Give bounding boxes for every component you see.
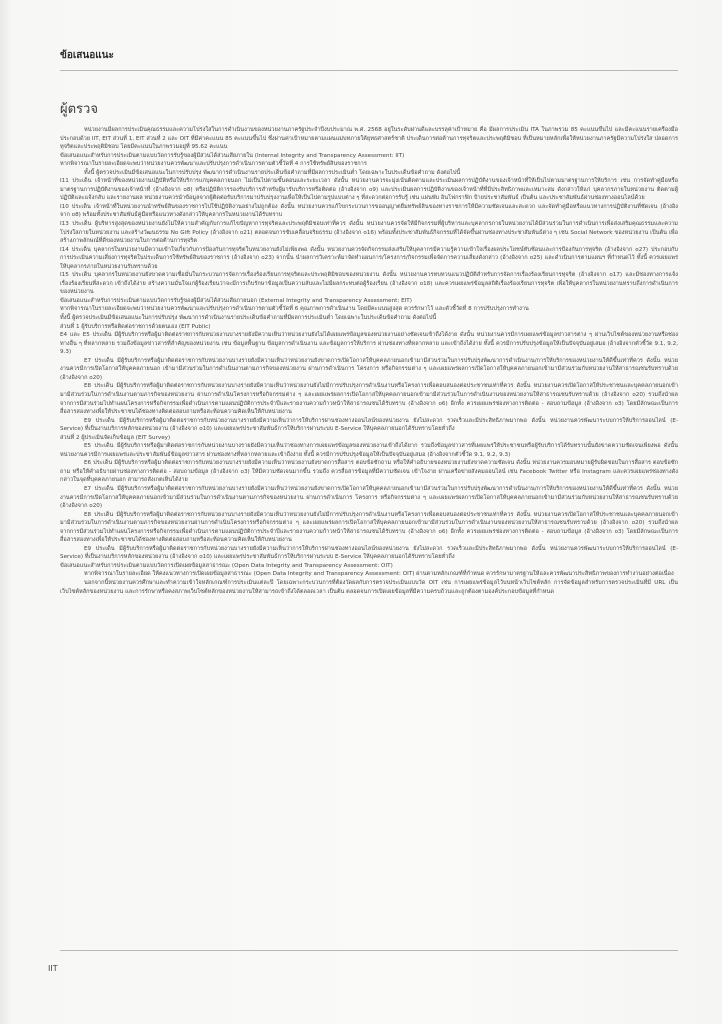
body-paragraph: E8 ประเด็น มีผู้รับบริการหรือผู้มาติดต่อราชการกับหน่วยงานบางรายยังมีความเห็นว่าหน่วยงานยังไม่มีการปรับปรุงการดำเนินงานหรือโครงการเพื่อตอบสนองต่อประชาชนเท่าที่ควร ดังนั้น หน่วยงานควรเปิดโอกาสให้ประชาชนและบุคคลภายนอกเข้ามามีส่วนร่วมในการดำเนินงานตามภารกิจของหน่วยงาน ผ่านการดำเนินโครงการหรือกิจกรรมต่าง ๆ และเผยแพร่ผลการเปิดโอกาสให้บุคคลภายนอกเข้ามามีส่วนร่วมในการดำเนินงานของหน่วยงานให้สาธารณชนรับทราบด้วย (อ้างอิงจาก o20) รวมถึงนำผลจากการมีส่วนร่วมไปทำแผนโครงการหรือกิจกรรมเพื่อดำเนินการตามแผนปฏิบัติการประจำปีและรายงานความก้าวหน้าให้สาธารณชนได้รับทราบ (อ้างอิงจาก o6) อีกทั้ง ควรเผยแพร่ช่องทางการติดต่อ - สอบถามข้อมูล (อ้างอิงจาก o3) โดยมีลักษณะเป็นการสื่อสารสองทางเพื่อให้ประชาชนได้ช่องทางติดต่อสอบถามหรือสะท้อนความคิดเห็นให้กับหน่วยงาน (60, 383, 678, 416)
body-paragraph: I13 ประเด็น ผู้บริหารสูงสุดของหน่วยงานยังไม่ให้ความสำคัญกับการแก้ไขปัญหาการทุจริตและประพฤติมิชอบเท่าที่ควร ดังนั้น หน่วยงานควรจัดให้มีกิจกรรมที่ผู้บริหารและบุคลากรภายในหน่วยงานได้มีส่วนร่วมในการดำเนินการเพื่อส่งเสริมคุณธรรมและความโปร่งใสภายในหน่วยงาน และสร้างวัฒนธรรม No Gift Policy (อ้างอิงจาก o21) ตลอดจนการขับเคลื่อนจริยธรรม (อ้างอิงจาก o16) พร้อมทั้งประชาสัมพันธ์กิจกรรมที่ได้จัดขึ้นผ่านช่องทางประชาสัมพันธ์ต่าง ๆ เช่น Social Network ของหน่วยงาน เป็นต้น เพื่อสร้างภาพลักษณ์ที่ดีของหน่วยงานในการต่อต้านการทุจริต (60, 221, 678, 245)
body-paragraph: ข้อเสนอแนะสำหรับการประเมินตามแบบวัดการรับรู้ของผู้มีส่วนได้ส่วนเสียภายนอก (External Integrity and Transparency Assessment: EIT) (60, 297, 412, 304)
body-paragraph: E7 ประเด็น มีผู้รับบริการหรือผู้มาติดต่อราชการกับหน่วยงานบางรายยังมีความเห็นว่าหน่วยงานยังขาดการเปิดโอกาสให้บุคคลภายนอกเข้ามามีส่วนร่วมในการปรับปรุงพัฒนาการดำเนินงาน/การให้บริการของหน่วยงานให้ดีขึ้นเท่าที่ควร ดังนั้น หน่วยงานควรมีการเปิดโอกาสให้บุคคลภายนอก เข้ามามีส่วนร่วมในการดำเนินงานตามภารกิจของหน่วยงาน ผ่านการดำเนินการ โครงการ หรือกิจกรรมต่าง ๆ และเผยแพร่ผลการเปิดโอกาสให้บุคคลภายนอกเข้ามามีส่วนร่วมกับหน่วยงานให้สาธารณชนรับทราบด้วย (อ้างอิงจาก o20) (60, 357, 678, 381)
body-paragraph: I10 ประเด็น เจ้าหน้าที่ในหน่วยงานนำทรัพย์สินของราชการไปใช้ปฏิบัติงานอย่างไม่ถูกต้อง ดังนั้น หน่วยงานควรแก้ไขกระบวนการขออนุญาตยืมทรัพย์สินของทางราชการให้มีความชัดเจนและสะดวก และจัดทำคู่มือหรือแนวทางการปฏิบัติงานที่ชัดเจน (อ้างอิงจาก o8) พร้อมทั้งประชาสัมพันธ์คู่มือหรือแนวทางดังกล่าวให้บุคลากรในหน่วยงานได้รับทราบ (60, 203, 678, 219)
body-paragraph: E5 ประเด็น มีผู้รับบริการหรือผู้มาติดต่อราชการกับหน่วยงานบางรายยังมีความเห็นว่าช่องทางการเผยแพร่ข้อมูลของหน่วยงานเข้าถึงได้ยาก รวมถึงข้อมูลข่าวสารที่เผยแพร่ให้ประชาชนหรือผู้รับบริการได้รับทราบนั้นยังขาดความชัดเจนเพียงพอ ดังนั้น หน่วยงานควรมีการเผยแพร่และประชาสัมพันธ์ข้อมูลข่าวสาร ผ่านช่องทางที่หลากหลายและเข้าถึงง่าย ทั้งนี้ ควรมีการปรับปรุงข้อมูลให้เป็นปัจจุบันอยู่เสมอ (อ้างอิงจากตัวชี้วัด 9.1, 9.2, 9.3) (60, 443, 678, 458)
recommendation-body (60, 126, 678, 916)
body-paragraph: นอกจากนี้หน่วยงานควรศึกษาและทำความเข้าใจหลักเกณฑ์การประเมินแต่ละปี โดยเฉพาะกระบวนการที่ต้องวัดผลกับการตรวจประเมินแบบวัด OIT เช่น การเผยแพร่ข้อมูลไว้บนหน้าเว็บไซต์หลัก การจัดข้อมูลสำหรับการตรวจประเมินที่มี URL เป็นเว็บไซต์หลักของหน่วยงาน และการรักษาหรือคงสภาพเว็บไซต์หลักของหน่วยงานให้สามารถเข้าถึงได้ตลอดเวลา เป็นต้น ตลอดจนการเปิดเผยข้อมูลที่มีความครบถ้วนและถูกต้องตามองค์ประกอบข้อมูลที่กำหนด (60, 579, 678, 595)
body-paragraph: E4 และ E5 ประเด็น มีผู้รับบริการหรือผู้มาติดต่อราชการกับหน่วยงานบางรายยังมีความเห็นว่าหน่วยงานยังไม่ได้เผยแพร่ข้อมูลของหน่วยงานอย่างชัดเจนเข้าถึงได้ง่าย ดังนั้น หน่วยงานควรมีการเผยแพร่ข้อมูลข่าวสารต่าง ๆ ผ่านเว็บไซต์ของหน่วยงานหรือช่องทางอื่น ๆ ที่หลากหลาย รวมถึงข้อมูลข่าวสารที่สำคัญของหน่วยงาน เช่น ข้อมูลพื้นฐาน ข้อมูลการดำเนินงาน และข้อมูลการให้บริการ ผ่านช่องทางที่หลากหลาย และเข้าถึงได้ง่าย ทั้งนี้ ควรมีการปรับปรุงข้อมูลให้เป็นปัจจุบันอยู่เสมอ (อ้างอิงจากตัวชี้วัด 9.1, 9.2, 9.3) (60, 332, 678, 356)
body-paragraph: ข้อเสนอแนะสำหรับการประเมินตามแบบวัดการรับรู้ของผู้มีส่วนได้ส่วนเสียภายใน (Internal Integrity and Transparency Assessment: IIT) (60, 152, 405, 159)
body-paragraph: I15 ประเด็น บุคลากรในหน่วยงานยังขาดความเชื่อมั่นในกระบวนการจัดการเรื่องร้องเรียนการทุจริตและประพฤติมิชอบของหน่วยงาน ดังนั้น หน่วยงานควรทบทวนแนวปฏิบัติสำหรับการจัดการเรื่องร้องเรียนการทุจริต (อ้างอิงจาก o17) และมีช่องทางการแจ้งเรื่องร้องเรียนที่สะดวก เข้าถึงได้ง่าย สร้างความมั่นใจแก่ผู้ร้องเรียนว่าจะมีการเก็บรักษาข้อมูลเป็นความลับและไม่มีผลกระทบต่อผู้ร้องเรียน (อ้างอิงจาก o18) และควรเผยแพร่ข้อมูลสถิติเรื่องร้องเรียนการทุจริต เพื่อให้บุคลากรในหน่วยงานทราบถึงการดำเนินการของหน่วยงาน (60, 272, 678, 296)
footer-label: IIT (48, 964, 58, 973)
body-paragraph: หากพิจารณาในรายละเอียดจะพบว่าหน่วยงานควรพัฒนาและปรับปรุงการดำเนินการตามตัวชี้วัดที่ 4 การใช้ทรัพย์สินของราชการ (60, 161, 367, 168)
body-paragraph: E9 ประเด็น มีผู้รับบริการหรือผู้มาติดต่อราชการกับหน่วยงานบางรายยังมีความเห็นว่าการให้บริการผ่านช่องทางออนไลน์ของหน่วยงาน ยังไม่สะดวก รวดเร็วและมีประสิทธิภาพมากพอ ดังนั้น หน่วยงานควรพัฒนาระบบการให้บริการออนไลน์ (E-Service) ที่เป็นงานบริการหลักของหน่วยงาน (อ้างอิงจาก o10) และเผยแพร่ประชาสัมพันธ์การให้บริการผ่านระบบ E-Service ให้บุคคลภายนอกได้รับทราบโดยทั่วถึง (60, 417, 678, 433)
body-paragraph: หากพิจารณาในรายละเอียดจะพบว่าหน่วยงานควรพัฒนาและปรับปรุงการดำเนินการตามตัวชี้วัดที่ 6 คุณภาพการดำเนินงาน โดยมีคะแนนสูงสุด ควรรักษาไว้ และตัวชี้วัดที่ 8 การปรับปรุงการทำงาน (60, 306, 529, 313)
body-paragraph: หากพิจารณาในรายละเอียด ให้คงแนวทางการเปิดเผยข้อมูลสาธารณะ (Open Data Integrity and Transparency Assessment: OIT) ผ่านตามหลักเกณฑ์ที่กำหนด ควรรักษามาตรฐานให้และควรพัฒนาประสิทธิภาพของการทำงานอย่างต่อเนื่อง (84, 571, 674, 578)
body-paragraph: ทั้งนี้ ผู้ตรวจประเมินมีข้อเสนอแนะในการปรับปรุง พัฒนาการดำเนินงานรายประเด็นข้อคำถามที่มีผลการประเมินต่ำ โดยเฉพาะในประเด็นข้อคำถาม ดังต่อไปนี้ (84, 169, 461, 176)
bottom-divider (60, 950, 678, 951)
reviewer-heading: ผู้ตรวจ (60, 102, 98, 117)
body-paragraph: E7 ประเด็น มีผู้รับบริการหรือผู้มาติดต่อราชการกับหน่วยงานบางรายยังมีความเห็นว่าหน่วยงานยังขาดการเปิดโอกาสให้บุคคลภายนอกเข้ามามีส่วนร่วมในการปรับปรุงพัฒนาการดำเนินงาน/การให้บริการของหน่วยงานให้ดีขึ้นเท่าที่ควร ดังนั้น หน่วยงานควรมีการเปิดโอกาสให้บุคคลภายนอกเข้ามามีส่วนร่วมในการดำเนินงานตามภารกิจของหน่วยงาน ผ่านการดำเนินการ โครงการ หรือกิจกรรมต่าง ๆ และเผยแพร่ผลการเปิดโอกาสให้บุคคลภายนอกเข้ามามีส่วนร่วมกับหน่วยงานให้สาธารณชนรับทราบด้วย (อ้างอิงจาก o20) (60, 485, 678, 510)
section-title: ข้อเสนอแนะ (60, 50, 114, 61)
body-paragraph: E8 ประเด็น มีผู้รับบริการหรือผู้มาติดต่อราชการกับหน่วยงานบางรายยังมีความเห็นว่าหน่วยงานยังไม่มีการปรับปรุงการดำเนินงานหรือโครงการเพื่อตอบสนองต่อประชาชนเท่าที่ควร ดังนั้น หน่วยงานควรเปิดโอกาสให้ประชาชนและบุคคลภายนอกเข้ามามีส่วนร่วมในการดำเนินงานตามภารกิจของหน่วยงานผ่านการดำเนินโครงการหรือกิจกรรมต่าง ๆ และเผยแพร่ผลการเปิดโอกาสให้บุคคลภายนอกเข้ามามีส่วนร่วมในการดำเนินงานของหน่วยงานให้สาธารณชนรับทราบด้วย (อ้างอิงจาก o20) รวมถึงนำผลจากการมีส่วนร่วมไปทำแผนโครงการหรือกิจกรรมเพื่อดำเนินการตามแผนปฏิบัติการประจำปีและรายงานความก้าวหน้าให้สาธารณชนได้รับทราบ (อ้างอิงจาก o6) อีกทั้ง ควรเผยแพร่ช่องทางการติดต่อ - สอบถามข้อมูล (อ้างอิงจาก o3) โดยมีลักษณะเป็นการสื่อสารสองทางเพื่อให้ประชาชนได้ช่องทางติดต่อสอบถามหรือสะท้อนความคิดเห็นให้กับหน่วยงาน (60, 511, 678, 544)
body-paragraph: หน่วยงานมีผลการประเมินคุณธรรมและความโปร่งใสในการดำเนินงานของหน่วยงานภาครัฐประจำปีงบประมาณ พ.ศ. 2568 อยู่ในระดับผ่านดีและบรรลุค่าเป้าหมาย คือ มีผลการประเมิน ITA ในภาพรวม 85 คะแนนขึ้นไป และมีคะแนนรายเครื่องมือประกอบด้วย IIT, EIT ส่วนที่ 1, EIT ส่วนที่ 2 และ OIT ที่มีค่าคะแนน 85 คะแนนขึ้นไป ซึ่งผ่านค่าเป้าหมายตามแผนแม่บทภายใต้ยุทธศาสตร์ชาติ ประเด็นการต่อต้านการทุจริตและประพฤติมิชอบ ที่เป็นหมายหลักเพื่อให้หน่วยงานภาครัฐมีความโปร่งใส ปลอดการทุจริตและประพฤติมิชอบ โดยมีคะแนนในภาพรวมอยู่ที่ 95.62 คะแนน (60, 127, 678, 151)
body-paragraph: ทั้งนี้ ผู้ตรวจประเมินมีข้อเสนอแนะในการปรับปรุง พัฒนาการดำเนินงานรายประเด็นข้อคำถามที่มีผลการประเมินต่ำ โดยเฉพาะในประเด็นข้อคำถาม ดังต่อไปนี้ (60, 315, 437, 322)
body-paragraph: E9 ประเด็น มีผู้รับบริการหรือผู้มาติดต่อราชการกับหน่วยงานบางรายยังมีความเห็นว่าการให้บริการผ่านช่องทางออนไลน์ของหน่วยงาน ยังไม่สะดวก รวดเร็วและมีประสิทธิภาพมากพอ ดังนั้น หน่วยงานควรพัฒนาระบบการให้บริการออนไลน์ (E-Service) ที่เป็นงานบริการหลักของหน่วยงาน (อ้างอิงจาก o10) และเผยแพร่ประชาสัมพันธ์การให้บริการผ่านระบบ E-Service ให้บุคคลภายนอกได้รับทราบโดยทั่วถึง (60, 545, 678, 561)
body-paragraph: ข้อเสนอแนะสำหรับการประเมินตามแบบวัดการเปิดเผยข้อมูลสาธารณะ (Open Data Integrity and Transparency Assessment: OIT) (60, 562, 393, 569)
top-divider (60, 70, 678, 71)
body-paragraph: E6 ประเด็น มีผู้รับบริการหรือผู้มาติดต่อราชการกับหน่วยงานบางรายยังมีความเห็นว่าหน่วยงานยังขาดการสื่อสาร ตอบข้อซักถาม หรือให้คำอธิบายของหน่วยงานยังขาดความชัดเจน ดังนั้น หน่วยงานควรมอบหมายผู้รับผิดชอบในการสื่อสาร ตอบข้อซักถาม หรือให้คำอธิบายผ่านช่องทางการติดต่อ - สอบถามข้อมูล (อ้างอิงจาก o3) ให้มีความชัดเจนมากขึ้น รวมถึง ควรสื่อสารข้อมูลที่มีความชัดเจน เข้าใจง่าย ผ่านเครือข่ายสังคมออนไลน์ เช่น Facebook Twitter หรือ Instagram และควรเผยแพร่ช่องทางดังกล่าวในจุดที่บุคคลภายนอก สามารถสังเกตเห็นได้ง่าย (60, 460, 678, 484)
body-paragraph: ส่วนที่ 1 ผู้รับบริการหรือติดต่อราชการด้วยตนเอง (EIT Public) (60, 323, 211, 330)
body-paragraph: I14 ประเด็น บุคลากรในหน่วยงานมีความเข้าใจเกี่ยวกับการป้องกันการทุจริตในหน่วยงานยังไม่เพียงพอ ดังนั้น หน่วยงานควรจัดกิจกรรมส่งเสริมให้บุคลากรมีความรู้ความเข้าใจเรื่องผลประโยชน์ทับซ้อนและการป้องกันการทุจริต (อ้างอิงจาก o27) ประกอบกับการประเมินความเสี่ยงการทุจริตในประเด็นการใช้ทรัพย์สินของราชการ (อ้างอิงจาก o23) จากนั้น นำผลการวิเคราะห์มาจัดทำแผนการ/โครงการ/กิจกรรมเพื่อจัดการความเสี่ยงดังกล่าว (อ้างอิงจาก o25) และดำเนินการตามแผนฯ ที่กำหนดไว้ ทั้งนี้ ควรเผยแพร่ให้บุคลากรภายในหน่วยงานรับทราบด้วย (60, 246, 678, 270)
body-paragraph: ส่วนที่ 2 ผู้ประเมินจัดเก็บข้อมูล (EIT Survey) (60, 434, 171, 441)
body-paragraph: I11 ประเด็น เจ้าหน้าที่ของหน่วยงานปฏิบัติหรือให้บริการแก่บุคคลภายนอก ไม่เป็นไปตามขั้นตอนและระยะเวลา ดังนั้น หน่วยงานควรจะมุ่งเน้นติดตามและประเมินผลการปฏิบัติงานของเจ้าหน้าที่ให้เป็นไปตามมาตรฐานการให้บริการ เช่น การจัดทำคู่มือหรือมาตรฐานการปฏิบัติงานของเจ้าหน้าที่ (อ้างอิงจาก o8) หรือปฏิบัติการรองรับบริการสำหรับผู้มารับบริการหรือติดต่อ (อ้างอิงจาก o9) และประเมินผลการปฏิบัติงานของเจ้าหน้าที่ที่มีประสิทธิภาพและเหมาะสม ดังกล่าวให้แก่ บุคลากรภายในหน่วยงาน ติดตามผู้ปฏิบัติและแจ้งกลับ และรายงานผล หน่วยงานควรนำข้อมูลจากผู้ติดต่อรับบริการมาปรับปรุงงานเพื่อให้เป็นไปตามรูปแบบต่าง ๆ ที่สะดวกต่อการรับรู้ เช่น แผ่นพับ อินโฟกราฟิก ป้ายประชาสัมพันธ์ เป็นต้น และประชาสัมพันธ์ผ่านช่องทางออนไลน์ด้วย (60, 178, 678, 202)
